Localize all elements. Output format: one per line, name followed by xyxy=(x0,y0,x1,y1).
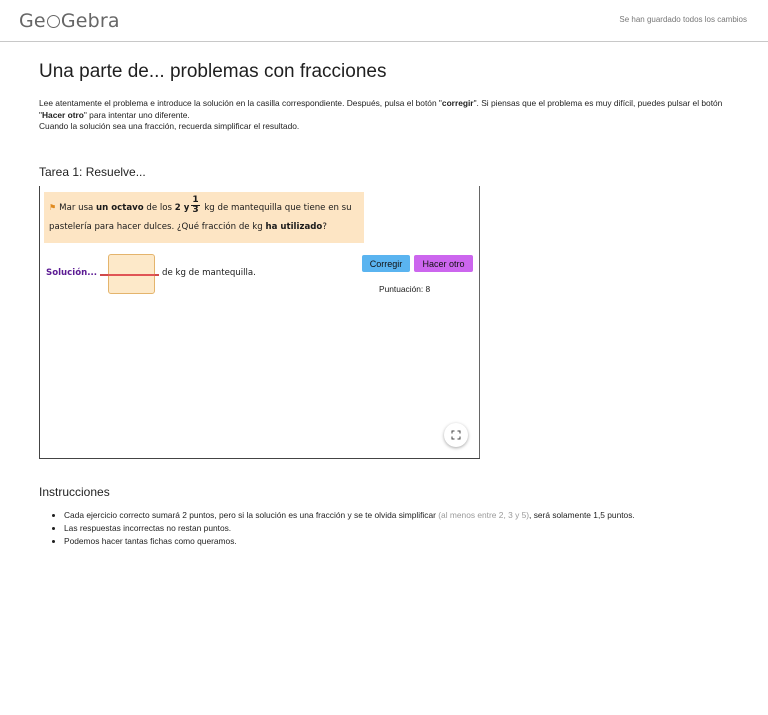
numerator-input[interactable] xyxy=(111,257,152,272)
solution-label: Solución... xyxy=(46,268,98,278)
top-bar xyxy=(0,0,768,42)
geogebra-logo[interactable] xyxy=(19,10,120,32)
instructions-title: Instrucciones xyxy=(39,485,110,499)
logo-part-1: Ge xyxy=(19,10,46,32)
intro-p1-b: corregir xyxy=(441,98,474,108)
page-title: Una parte de... problemas con fracciones xyxy=(39,61,387,82)
intro-p1-c: ". Si piensas que el problema es muy difícil, puedes pulsar el botón " xyxy=(39,98,723,120)
intro-p2: Cuando la solución sea una fracción, recuerda simplificar el resultado. xyxy=(39,121,300,131)
problem-t7: ? xyxy=(322,222,327,232)
problem-t2: un octavo xyxy=(96,203,144,213)
instruction-item: • Las respuestas incorrectas no restan puntos. xyxy=(64,522,756,535)
denominator-input[interactable] xyxy=(111,277,152,292)
problem-fraction xyxy=(191,196,199,215)
flag-icon: ⚑ xyxy=(49,203,57,212)
problem-t3: de los xyxy=(143,203,175,213)
score-label: Puntuación: 8 xyxy=(379,284,431,294)
problem-t5: kg de mantequilla que tiene en su pastelería para hacer dulces. ¿Qué fracción de kg xyxy=(49,203,352,232)
task-title: Tarea 1: Resuelve... xyxy=(39,165,146,179)
instruction-1a: Cada ejercicio correcto sumará 2 puntos, pero si la solución es una fracción y se te olvida simplificar xyxy=(64,510,439,520)
problem-statement xyxy=(44,192,364,243)
geogebra-applet[interactable] xyxy=(39,186,480,459)
intro-p1-e: " para intentar uno diferente. xyxy=(83,109,190,120)
fraction-numerator: 1 xyxy=(192,195,199,205)
instruction-1c: , será solamente 1,5 puntos. xyxy=(529,510,635,520)
check-button[interactable]: Corregir xyxy=(362,255,410,272)
save-status: Se han guardado todos los cambios xyxy=(619,15,747,24)
problem-t4: 2 y xyxy=(174,203,190,213)
fullscreen-icon xyxy=(451,430,461,440)
instruction-item: • Podemos hacer tantas fichas como queramos. xyxy=(64,535,756,548)
instruction-1b: (al menos entre 2, 3 y 5) xyxy=(438,510,530,520)
logo-part-2: Gebra xyxy=(60,10,120,32)
solution-suffix: de kg de mantequilla. xyxy=(162,268,256,278)
solution-line-right xyxy=(155,274,159,276)
intro-text xyxy=(39,98,739,133)
intro-p1-d: Hacer otro xyxy=(41,109,84,120)
fraction-bar xyxy=(108,274,157,276)
fullscreen-button[interactable] xyxy=(444,423,468,447)
logo-o-icon xyxy=(47,15,60,28)
problem-t6: ha utilizado xyxy=(265,222,323,232)
instructions-list xyxy=(56,509,756,548)
problem-t1: Mar usa xyxy=(59,203,97,213)
solution-fraction-box xyxy=(108,254,155,294)
intro-p1-a: Lee atentamente el problema e introduce la solución en la casilla correspondiente. Después, pulsa el botón " xyxy=(39,98,442,108)
solution-line-left xyxy=(100,274,108,276)
fraction-denominator: 3 xyxy=(192,205,199,215)
applet-right-border xyxy=(479,186,480,458)
another-problem-button[interactable]: Hacer otro xyxy=(414,255,473,272)
instruction-item xyxy=(64,509,756,522)
